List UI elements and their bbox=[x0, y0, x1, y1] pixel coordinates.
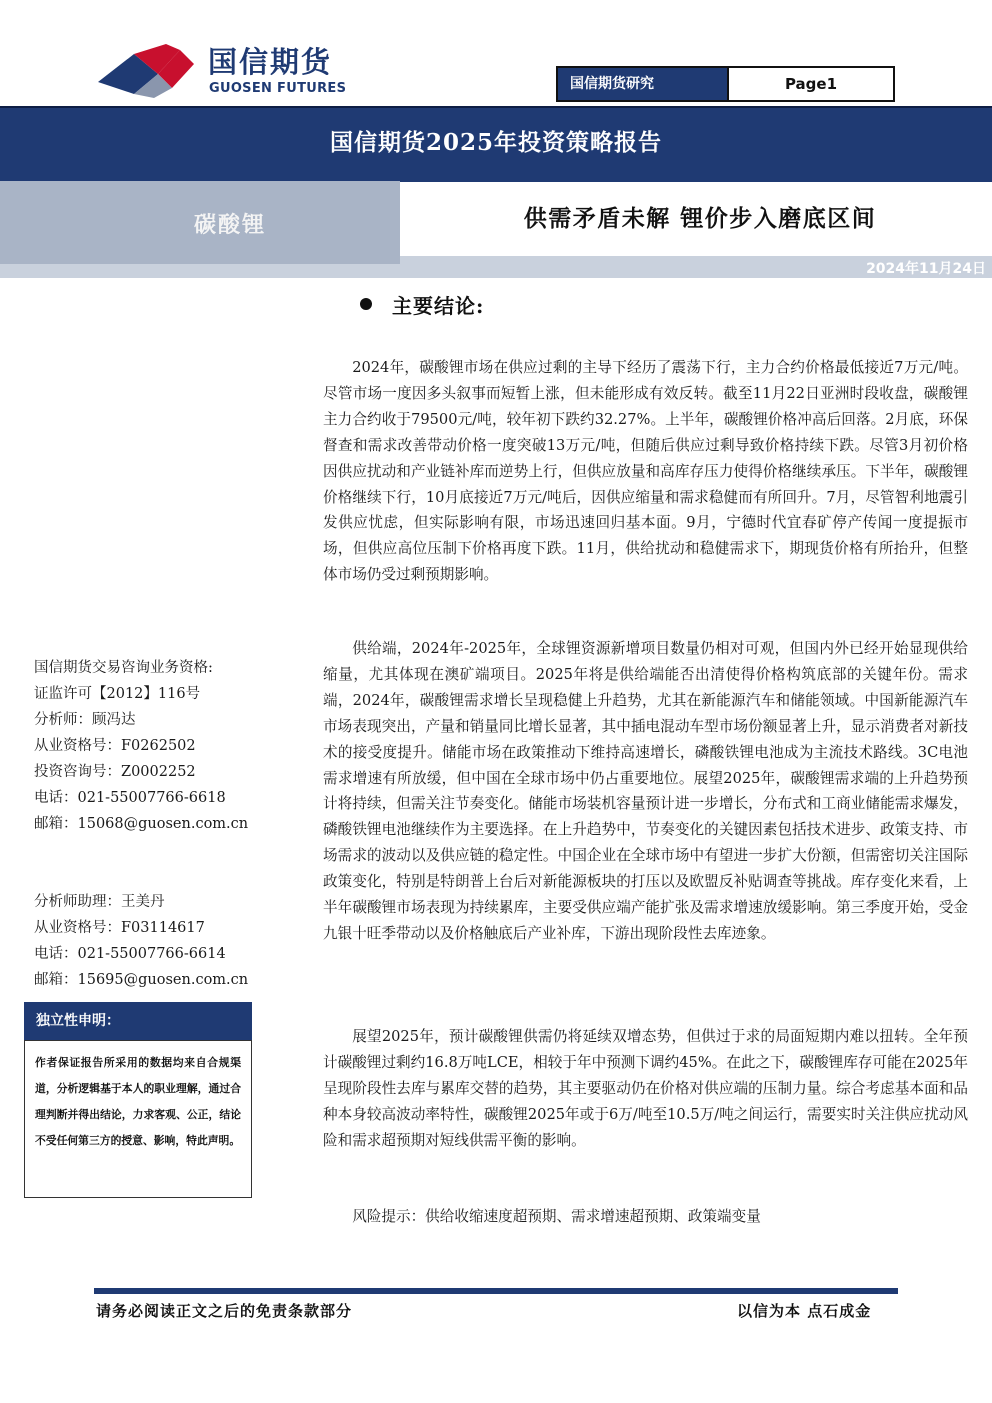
assistant-license: 从业资格号：F03114617 bbox=[34, 920, 205, 936]
analyst-name: 分析师：顾冯达 bbox=[34, 712, 136, 728]
footer-disclaimer: 请务必阅读正文之后的免责条款部分 bbox=[96, 1302, 353, 1320]
report-date: 2024年11月24日 bbox=[866, 261, 986, 277]
bullet-icon bbox=[360, 298, 372, 310]
report-title: 国信期货2025年投资策略报告 bbox=[329, 129, 662, 156]
analyst-email: 邮箱：15068@guosen.com.cn bbox=[34, 816, 249, 832]
subject-label: 碳酸锂 bbox=[193, 212, 266, 238]
guosen-logo bbox=[94, 38, 206, 100]
analyst-license: 从业资格号：F0262502 bbox=[34, 738, 196, 754]
footer-slogan: 以信为本 点石成金 bbox=[737, 1302, 872, 1320]
report-subtitle: 供需矛盾未解 锂价步入磨底区间 bbox=[523, 205, 877, 232]
conclusion-paragraph: 供给端，2024年-2025年，全球锂资源新增项目数量仍相对可观，但国内外已经开始显现供给缩量，尤其体现在澳矿端项目。2025年将是供给端能否出清使得价格构筑底部的关键年份。需求端，2024年，碳酸锂需求增长呈现稳健上升趋势，尤其在新能源汽车和储能领域。中国新能源汽车市场表现突出，产量和销量同比增长显著，其中插电混动车型市场份额显著上升，显示消费者对新技术的接受度提升。储能市场在政策推动下维持高速增长，磷酸铁锂电池成为主流技术路线。3C电池需求增速有所放缓，但中国在全球市场中仍占重要地位。展望2025年，碳酸锂需求端的上升趋势预计将持续，但需关注节奏变化。储能市场装机容量预计进一步增长，分布式和工商业储能需求爆发，磷酸铁锂电池继续作为主要选择。在上升趋势中，节奏变化的关键因素包括技术进步、政策支持、市场需求的波动以及供应链的稳定性。中国企业在全球市场中有望进一步扩大份额，但需密切关注国际政策变化，特别是特朗普上台后对新能源板块的打压以及欧盟反补贴调查等挑战。库存变化来看，上半年碳酸锂市场表现为持续累库，主要受供应端产能扩张及需求增速放缓影响。第三季度开始，受金九银十旺季带动以及价格触底后产业补库，下游出现阶段性去库迹象。 bbox=[323, 640, 968, 942]
section-heading: 主要结论: bbox=[392, 294, 485, 318]
research-label: 国信期货研究 bbox=[556, 66, 738, 102]
analyst-advisory-no: 投资咨询号：Z0002252 bbox=[34, 764, 196, 780]
qualification-line: 国信期货交易咨询业务资格: bbox=[34, 660, 213, 676]
risk-notice: 风险提示：供给收缩速度超预期、需求增速超预期、政策端变量 bbox=[352, 1208, 761, 1225]
assistant-email: 邮箱：15695@guosen.com.cn bbox=[34, 972, 249, 988]
footer-divider bbox=[94, 1288, 898, 1294]
page-label: Page1 bbox=[727, 66, 895, 102]
analyst-phone: 电话：021-55007766-6618 bbox=[34, 790, 226, 806]
brand-name-cn: 国信期货 bbox=[208, 45, 333, 79]
independence-statement: 作者保证报告所采用的数据均来自合规渠道，分析逻辑基于本人的职业理解，通过合理判断并得出结论，力求客观、公正，结论不受任何第三方的授意、影响，特此声明。 bbox=[24, 1040, 252, 1198]
conclusion-paragraph: 2024年，碳酸锂市场在供应过剩的主导下经历了震荡下行，主力合约价格最低接近7万元/吨。尽管市场一度因多头叙事而短暂上涨，但未能形成有效反转。截至11月22日亚洲时段收盘，碳酸锂主力合约收于79500元/吨，较年初下跌约32.27%。上半年，碳酸锂价格冲高后回落。2月底，环保督查和需求改善带动价格一度突破13万元/吨，但随后供应过剩导致价格持续下跌。尽管3月初价格因供应扰动和产业链补库而逆势上行，但供应放量和高库存压力使得价格继续承压。下半年，碳酸锂价格继续下行，10月底接近7万元/吨后，因供应缩量和需求稳健而有所回升。7月，尽管智利地震引发供应忧虑，但实际影响有限，市场迅速回归基本面。9月，宁德时代宜春矿停产传闻一度提振市场，但供应高位压制下价格再度下跌。11月，供给扰动和稳健需求下，期现货价格有所抬升，但整体市场仍受过剩预期影响。 bbox=[323, 359, 968, 584]
assistant-name: 分析师助理：王美丹 bbox=[34, 894, 165, 910]
qualification-line: 证监许可【2012】116号 bbox=[34, 686, 201, 702]
independence-title: 独立性申明： bbox=[24, 1002, 252, 1040]
brand-name-en: GUOSEN FUTURES bbox=[209, 81, 347, 96]
assistant-phone: 电话：021-55007766-6614 bbox=[34, 946, 226, 962]
conclusion-paragraph: 展望2025年，预计碳酸锂供需仍将延续双增态势，但供过于求的局面短期内难以扭转。全年预计碳酸锂过剩约16.8万吨LCE，相较于年中预测下调约45%。在此之下，碳酸锂库存可能在2025年呈现阶段性去库与累库交替的趋势，其主要驱动仍在价格对供应端的压制力量。综合考虑基本面和品种本身较高波动率特性，碳酸锂2025年或于6万/吨至10.5万/吨之间运行，需要实时关注供应扰动风险和需求超预期对短线供需平衡的影响。 bbox=[323, 1028, 968, 1149]
